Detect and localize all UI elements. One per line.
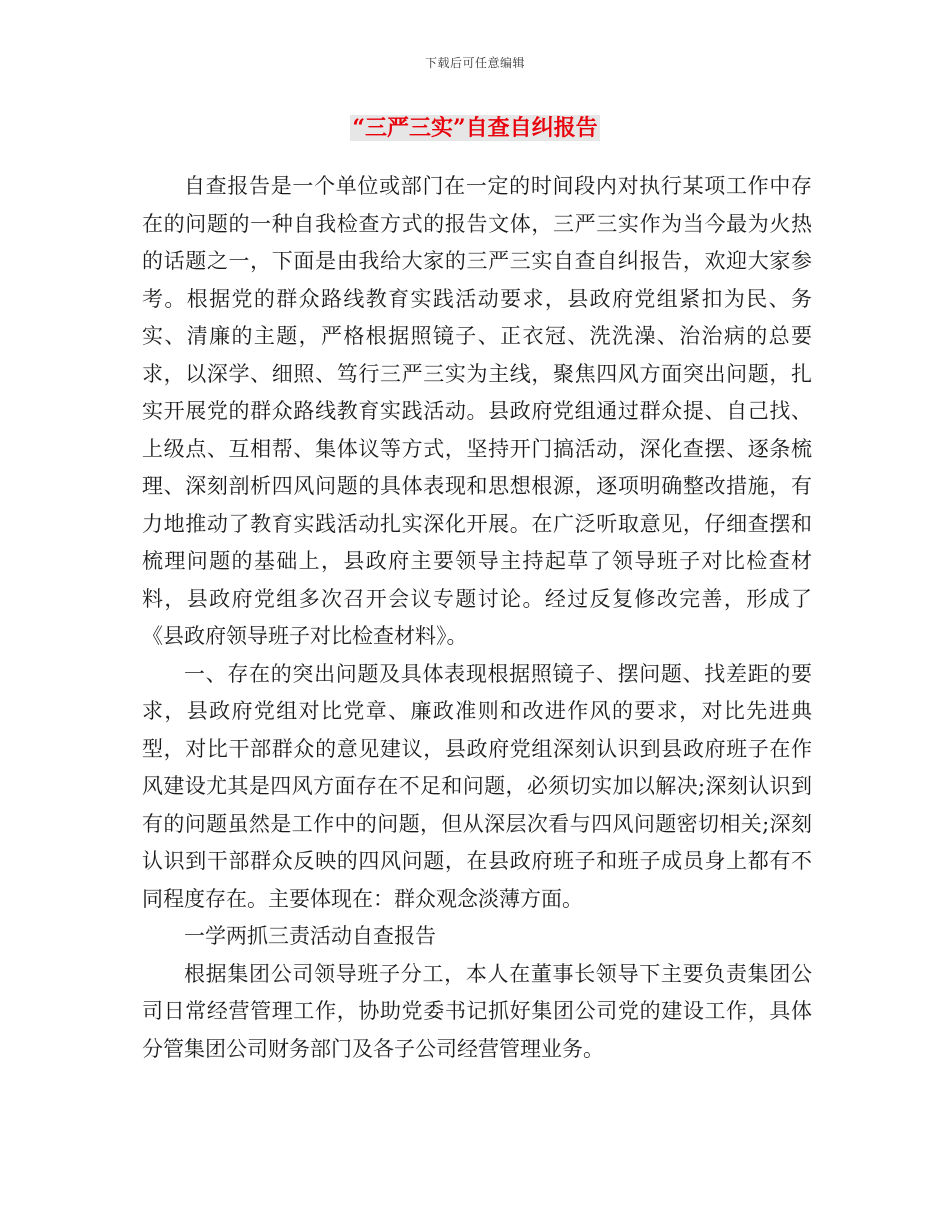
header-note: 下载后可任意编辑: [424, 56, 525, 70]
paragraph-duties: 根据集团公司领导班子分工，本人在董事长领导下主要负责集团公司日常经营管理工作，协助党委书记抓好集团公司党的建设工作，具体分管集团公司财务部门及各子公司经营管理业务。: [142, 961, 812, 1061]
document-body: [142, 168, 812, 1068]
document-title: [0, 112, 950, 144]
paragraph-subheading: 一学两抓三责活动自查报告: [184, 924, 436, 948]
paragraph-intro: 自查报告是一个单位或部门在一定的时间段内对执行某项工作中存在的问题的一种自我检查方式的报告文体，三严三实作为当今最为火热的话题之一，下面是由我给大家的三严三实自查自纠报告，欢迎大家参考。根据党的群众路线教育实践活动要求，县政府党组紧扣为民、务实、清廉的主题，严格根据照镜子、正衣冠、洗洗澡、治治病的总要求，以深学、细照、笃行三严三实为主线，聚焦四风方面突出问题，扎实开展党的群众路线教育实践活动。县政府党组通过群众提、自己找、上级点、互相帮、集体议等方式，坚持开门搞活动，深化查摆、逐条梳理、深刻剖析四风问题的具体表现和思想根源，逐项明确整改措施，有力地推动了教育实践活动扎实深化开展。在广泛听取意见，仔细查摆和梳理问题的基础上，县政府主要领导主持起草了领导班子对比检查材料，县政府党组多次召开会议专题讨论。经过反复修改完善，形成了《县政府领导班子对比检查材料》。: [142, 174, 812, 648]
document-title-text: “三严三实”自查自纠报告: [352, 115, 598, 141]
paragraph-problems: 一、存在的突出问题及具体表现根据照镜子、摆问题、找差距的要求，县政府党组对比党章、廉政准则和改进作风的要求，对比先进典型，对比干部群众的意见建议，县政府党组深刻认识到县政府班子在作风建设尤其是四风方面存在不足和问题，必须切实加以解决;深刻认识到有的问题虽然是工作中的问题，但从深层次看与四风问题密切相关;深刻认识到干部群众反映的四风问题，在县政府班子和班子成员身上都有不同程度存在。主要体现在：群众观念淡薄方面。: [142, 661, 812, 911]
